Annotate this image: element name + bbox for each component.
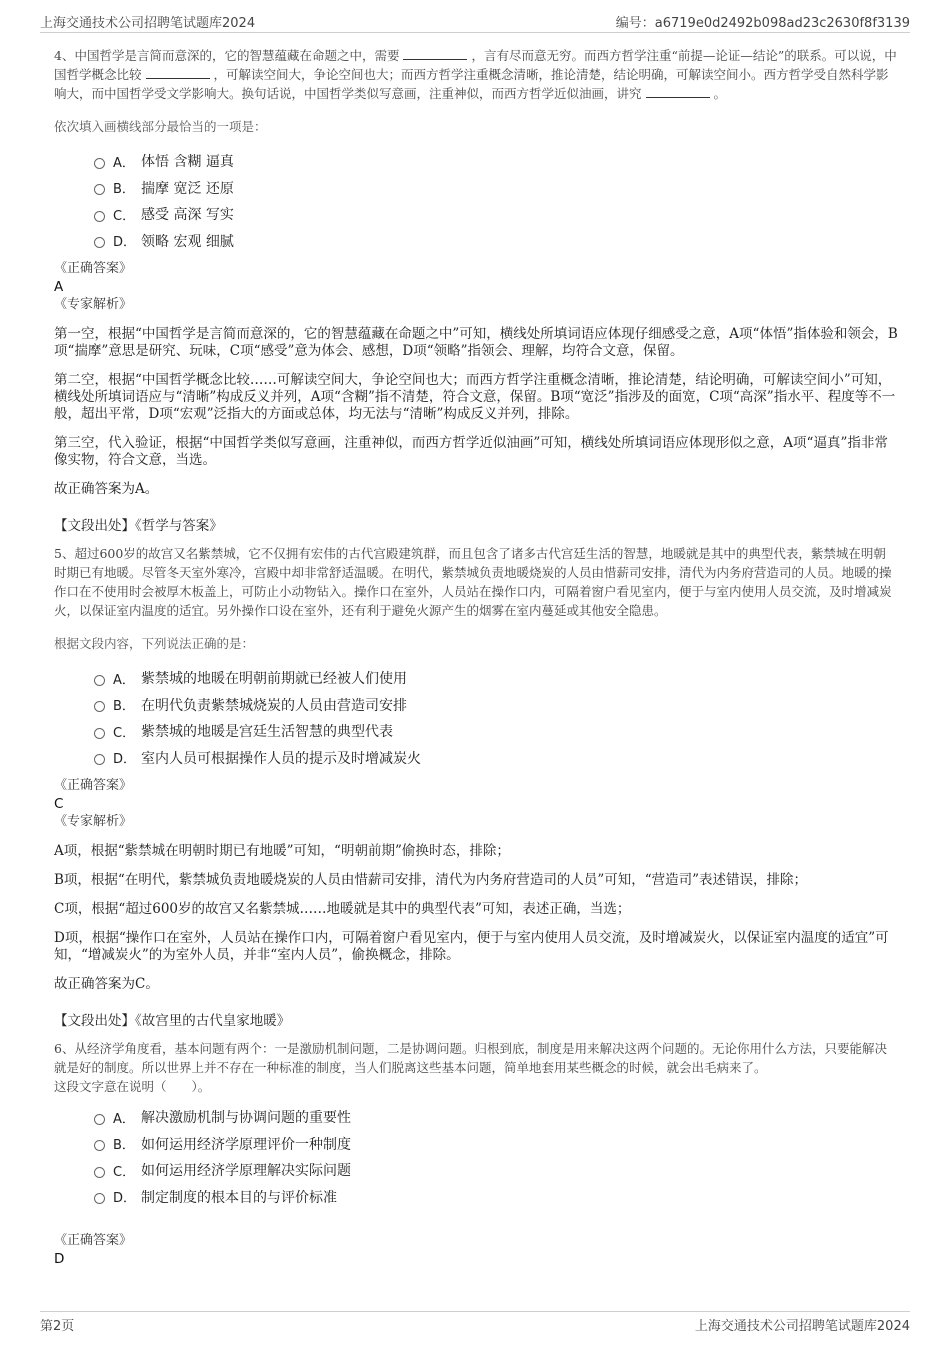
question-6-options [94,1104,898,1210]
page-content [54,46,898,1268]
page-footer [40,1311,910,1336]
correct-answer: D [54,1251,65,1267]
option-a[interactable]: A． 解决激励机制与协调问题的重要性 [94,1104,898,1131]
answer-label: 《正确答案》 [54,778,133,793]
analysis-paragraph: 第二空，根据“中国哲学概念比较……可解读空间大，争论空间也大；而西方哲学注重概念清晰，推论清楚，结论明确，可解读空间小”可知，横线处所填词语应与“清晰”构成反义并列，A项“含糊”指不清楚，符合文意，保留。B项“宽泛”指涉及的面宽，C项“高深”指水平、程度等不一般，超出平常，D项“宏观”泛指大的方面或总体，均无法与“清晰”构成反义并列，排除。 [54,372,896,422]
option-a[interactable]: A． 体悟 含糊 逼真 [94,148,898,175]
option-b[interactable]: B． 揣摩 宽泛 还原 [94,175,898,202]
footer-title: 上海交通技术公司招聘笔试题库2024 [694,1319,910,1334]
analysis-label: 《专家解析》 [54,297,133,312]
analysis-conclusion: 故正确答案为C。 [54,976,159,992]
radio-icon[interactable] [94,211,105,222]
source-citation: 【文段出处】《故宫里的古代皇家地暖》 [54,1013,291,1029]
question-5-prompt: 根据文段内容，下列说法正确的是： [54,636,255,651]
question-6-text: 6、从经济学角度看，基本问题有两个：一是激励机制问题，二是协调问题。归根到底，制度是用来解决这两个问题的。无论你用什么方法，只要能解决就是好的制度。所以世界上并不存在一种标准的制度，当人们脱离这些基本问题，简单地套用某些概念的时候，就会出毛病来了。 [54,1041,887,1075]
option-b[interactable]: B． 在明代负责紫禁城烧炭的人员由营造司安排 [94,692,898,719]
option-c[interactable]: C． 紫禁城的地暖是宫廷生活智慧的典型代表 [94,718,898,745]
question-5 [54,544,898,1029]
analysis-label: 《专家解析》 [54,814,133,829]
question-4 [54,46,898,534]
analysis-paragraph: C项，根据“超过600岁的故宫又名紫禁城……地暖就是其中的典型代表”可知，表述正确，当选； [54,901,631,917]
analysis-paragraph: A项，根据“紫禁城在明朝时期已有地暖”可知，“明朝前期”偷换时态，排除； [54,843,510,859]
answer-blank [403,47,467,60]
option-d[interactable]: D． 领略 宏观 细腻 [94,228,898,255]
question-5-options [94,665,898,771]
question-6-prompt: 这段文字意在说明（ ）。 [54,1079,211,1094]
radio-icon[interactable] [94,1167,105,1178]
question-4-text: 4、中国哲学是言简而意深的，它的智慧蕴藏在命题之中，需要 ，言有尽而意无穷。而西方哲学注重“前提—论证—结论”的联系。可以说，中国哲学概念比较 ，可解读空间大，争论空间也大；而西方哲学注重概念清晰，推论清楚，结论明确，可解读空间小。西方哲学受自然科学影响大，而中国哲学受文学影响大。换句话说，中国哲学类似写意画，注重神似，而西方哲学近似油画，讲究 。 [54,48,897,101]
page-header [40,10,910,33]
option-d[interactable]: D． 室内人员可根据操作人员的提示及时增减炭火 [94,745,898,772]
answer-label: 《正确答案》 [54,261,133,276]
radio-icon[interactable] [94,701,105,712]
radio-icon[interactable] [94,1140,105,1151]
question-6 [54,1039,898,1268]
radio-icon[interactable] [94,184,105,195]
option-c[interactable]: C． 如何运用经济学原理解决实际问题 [94,1157,898,1184]
source-citation: 【文段出处】《哲学与答案》 [54,518,223,534]
option-a[interactable]: A． 紫禁城的地暖在明朝前期就已经被人们使用 [94,665,898,692]
header-title: 上海交通技术公司招聘笔试题库2024 [40,16,256,31]
radio-icon[interactable] [94,728,105,739]
analysis-paragraph: B项，根据“在明代，紫禁城负责地暖烧炭的人员由惜薪司安排，清代为内务府营造司的人员”可知，“营造司”表述错误，排除； [54,872,808,888]
question-5-text: 5、超过600岁的故宫又名紫禁城，它不仅拥有宏伟的古代宫殿建筑群，而且包含了诸多古代宫廷生活的智慧，地暖就是其中的典型代表，紫禁城在明朝时期已有地暖。尽管冬天室外寒冷，宫殿中却非常舒适温暖。在明代，紫禁城负责地暖烧炭的人员由惜薪司安排，清代为内务府营造司的人员。地暖的操作口在不使用时会被厚木板盖上，可防止小动物钻入。操作口在室外，人员站在操作口内，可隔着窗户看见室内，便于与室内使用人员交流，及时增减炭火，以保证室内温度的适宜。另外操作口设在室外，还有利于避免火源产生的烟雾在室内蔓延或其他安全隐患。 [54,546,892,618]
question-4-options [94,148,898,254]
analysis-paragraph: 第三空，代入验证，根据“中国哲学类似写意画，注重神似，而西方哲学近似油画”可知，横线处所填词语应体现形似之意，A项“逼真”指非常像实物，符合文意，当选。 [54,435,888,468]
correct-answer: A [54,279,64,295]
radio-icon[interactable] [94,754,105,765]
answer-blank [646,85,710,98]
option-c[interactable]: C． 感受 高深 写实 [94,201,898,228]
analysis-paragraph: D项，根据“操作口在室外，人员站在操作口内，可隔着窗户看见室内，便于与室内使用人员交流，及时增减炭火，以保证室内温度的适宜”可知，“增减炭火”的为室外人员，并非“室内人员”，偷换概念，排除。 [54,930,889,963]
option-d[interactable]: D． 制定制度的根本目的与评价标准 [94,1184,898,1211]
correct-answer: C [54,796,64,812]
header-doc-id: 编号：a6719e0d2492b098ad23c2630f8f3139 [615,16,910,31]
page-number: 第2页 [40,1319,75,1334]
radio-icon[interactable] [94,1114,105,1125]
answer-blank [146,66,210,79]
answer-label: 《正确答案》 [54,1233,133,1248]
analysis-paragraph: 第一空，根据“中国哲学是言简而意深的，它的智慧蕴藏在命题之中”可知，横线处所填词语应体现仔细感受之意，A项“体悟”指体验和领会，B项“揣摩”意思是研究、玩味，C项“感受”意为体会、感想，D项“领略”指领会、理解，均符合文意，保留。 [54,326,898,359]
analysis-conclusion: 故正确答案为A。 [54,481,159,497]
radio-icon[interactable] [94,675,105,686]
radio-icon[interactable] [94,158,105,169]
radio-icon[interactable] [94,1193,105,1204]
radio-icon[interactable] [94,237,105,248]
question-4-prompt: 依次填入画横线部分最恰当的一项是： [54,119,267,134]
option-b[interactable]: B． 如何运用经济学原理评价一种制度 [94,1131,898,1158]
